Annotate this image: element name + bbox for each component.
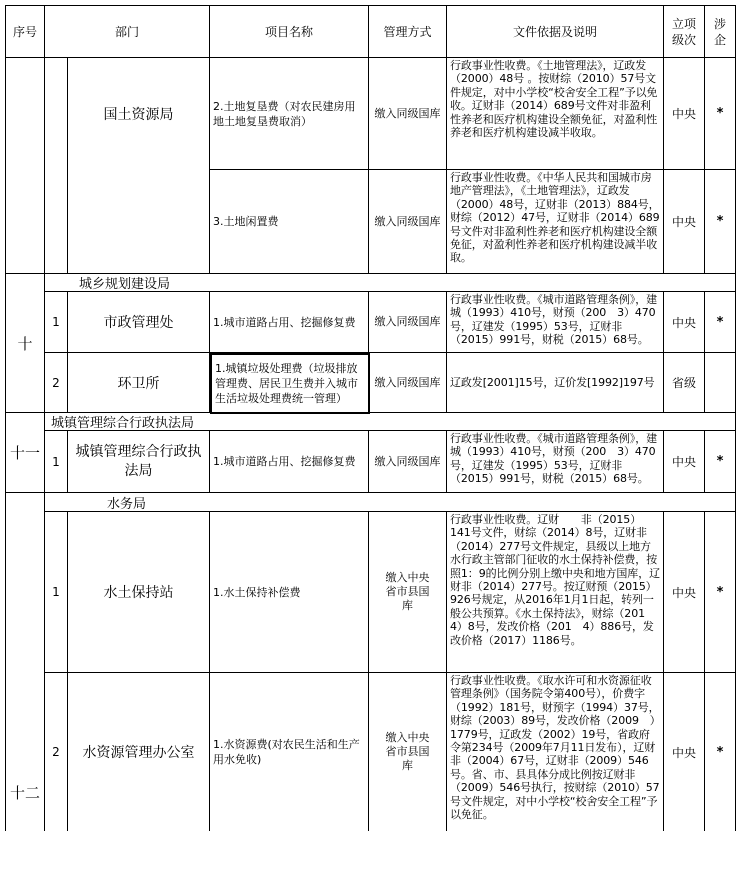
basis-garbage-disposal: 辽政发[2001]15号，辽价发[1992]197号 [447,353,664,413]
enterprise-garbage-disposal [705,353,736,413]
level-road-occupation-2: 中央 [664,431,705,493]
dept-sanitation: 环卫所 [68,353,210,413]
sec10-row2-no: 2 [45,353,68,413]
level-idle-land: 中央 [664,170,705,274]
header-dept: 部门 [45,6,210,58]
dept-water-resources: 水资源管理办公室 [68,673,210,831]
mgmt-road-occupation: 缴入同级国库 [369,292,447,353]
level-land-reclamation: 中央 [664,58,705,170]
dept-soil-conservation: 水土保持站 [68,512,210,673]
basis-water-resource-fee: 行政事业性收费。《取水许可和水资源征收管理条例》（国务院令第400号），价费字（1992）181号，财预字（1994）37号，财综（2003）89号，发改价格（2009 ）1779号，辽政发（2002）19号，省政府令第234号（2009年7月11日发布），辽财非（2004）67号，辽财非（2009）546号。省、市、县具体分成比例按辽财非（2009）546号执行，按财综（2010）57号文件规定，对中小学校“校舍安全工程”予以免征。 [447,673,664,831]
sec12-title: 水务局 [45,493,736,512]
sec10-row1-no: 1 [45,292,68,353]
mgmt-garbage-disposal: 缴入同级国库 [369,353,447,413]
dept-municipal: 市政管理处 [68,292,210,353]
dept-land-resources-lower [68,170,210,274]
sec10-title: 城乡规划建设局 [45,274,736,292]
header-basis: 文件依据及说明 [447,6,664,58]
item-road-occupation: 1.城市道路占用、挖掘修复费 [210,292,369,353]
basis-idle-land: 行政事业性收费。《中华人民共和国城市房地产管理法》，《土地管理法》，辽政发（2000）48号，辽财非（2013）884号，财综（2012）47号，辽财非（2014）689号文件对非盈利性养老和医疗机构建设全额免征，对盈利性养老和医疗机构建设减半收取。 [447,170,664,274]
sec12-row2-no: 2 [45,673,68,831]
mgmt-water-resource-fee: 缴入中央省市县国库 [369,673,447,831]
header-mgmt: 管理方式 [369,6,447,58]
basis-road-occupation-2: 行政事业性收费。《城市道路管理条例》，建城（1993）410号，财预（200 3）470号，辽建发（1995）53号，辽财非（2015）991号，财税（2015）68号。 [447,431,664,493]
basis-land-reclamation: 行政事业性收费。《土地管理法》，辽政发（2000）48号 。按财综（2010）57号文件规定，对中小学校“校舍安全工程”予以免收。辽财非（2014）689号文件对非盈利性养老和医疗机构建设全额免征，对盈利性养老和医疗机构建设减半收取。 [447,58,664,170]
enterprise-idle-land: * [705,170,736,274]
sec12-seq: 十二 [6,493,45,831]
mgmt-idle-land: 缴入同级国库 [369,170,447,274]
level-soil-compensation: 中央 [664,512,705,673]
item-land-reclamation: 2.土地复垦费（对农民建房用地土地复垦费取消） [210,58,369,170]
enterprise-land-reclamation: * [705,58,736,170]
mgmt-road-occupation-2: 缴入同级国库 [369,431,447,493]
mgmt-soil-compensation: 缴入中央省市县国库 [369,512,447,673]
sec11-title: 城镇管理综合行政执法局 [45,413,736,431]
mgmt-land-reclamation: 缴入同级国库 [369,58,447,170]
header-level: 立项 级次 [664,6,705,58]
enterprise-soil-compensation: * [705,512,736,673]
sec11-row1-no: 1 [45,431,68,493]
basis-road-occupation: 行政事业性收费。《城市道路管理条例》，建城（1993）410号，财预（200 3）470号，辽建发（1995）53号，辽财非（2015）991号，财税（2015）68号。 [447,292,664,353]
header-item: 项目名称 [210,6,369,58]
basis-soil-compensation: 行政事业性收费。辽财 非（2015）141号文件，财综（2014）8号，辽财非（2014）277号文件规定，县级以上地方水行政主管部门征收的水土保持补偿费，按照1：9的比例分别上缴中央和地方国库，辽财非（2014）277号。按辽财预（2015）926号规定，从2016年1月1日起，转列一般公共预算。《水土保持法》，财综（201 4）8号，发改价格（201 4）886号，发改价格（2017）1186号。 [447,512,664,673]
item-water-resource-fee: 1.水资源费(对农民生活和生产用水免收) [210,673,369,831]
item-road-occupation-2: 1.城市道路占用、挖掘修复费 [210,431,369,493]
sec12-row1-no: 1 [45,512,68,673]
item-idle-land: 3.土地闲置费 [210,170,369,274]
item-garbage-disposal: 1.城镇垃圾处理费（垃圾排放管理费、居民卫生费并入城市生活垃圾处理费统一管理） [210,353,370,414]
header-seq: 序号 [6,6,45,58]
land-seq-cell [6,58,45,274]
fee-table [5,5,736,831]
enterprise-road-occupation-2: * [705,431,736,493]
dept-land-resources: 国土资源局 [68,58,210,170]
header-enterprise: 涉 企 [705,6,736,58]
sec10-seq: 十 [6,274,45,413]
enterprise-water-resource-fee: * [705,673,736,831]
item-soil-compensation: 1.水土保持补偿费 [210,512,369,673]
level-water-resource-fee: 中央 [664,673,705,831]
land-no-cell [45,58,68,274]
level-road-occupation: 中央 [664,292,705,353]
sec11-seq: 十一 [6,413,45,493]
level-garbage-disposal: 省级 [664,353,705,413]
enterprise-road-occupation: * [705,292,736,353]
dept-urban-enforcement: 城镇管理综合行政执法局 [68,431,210,493]
